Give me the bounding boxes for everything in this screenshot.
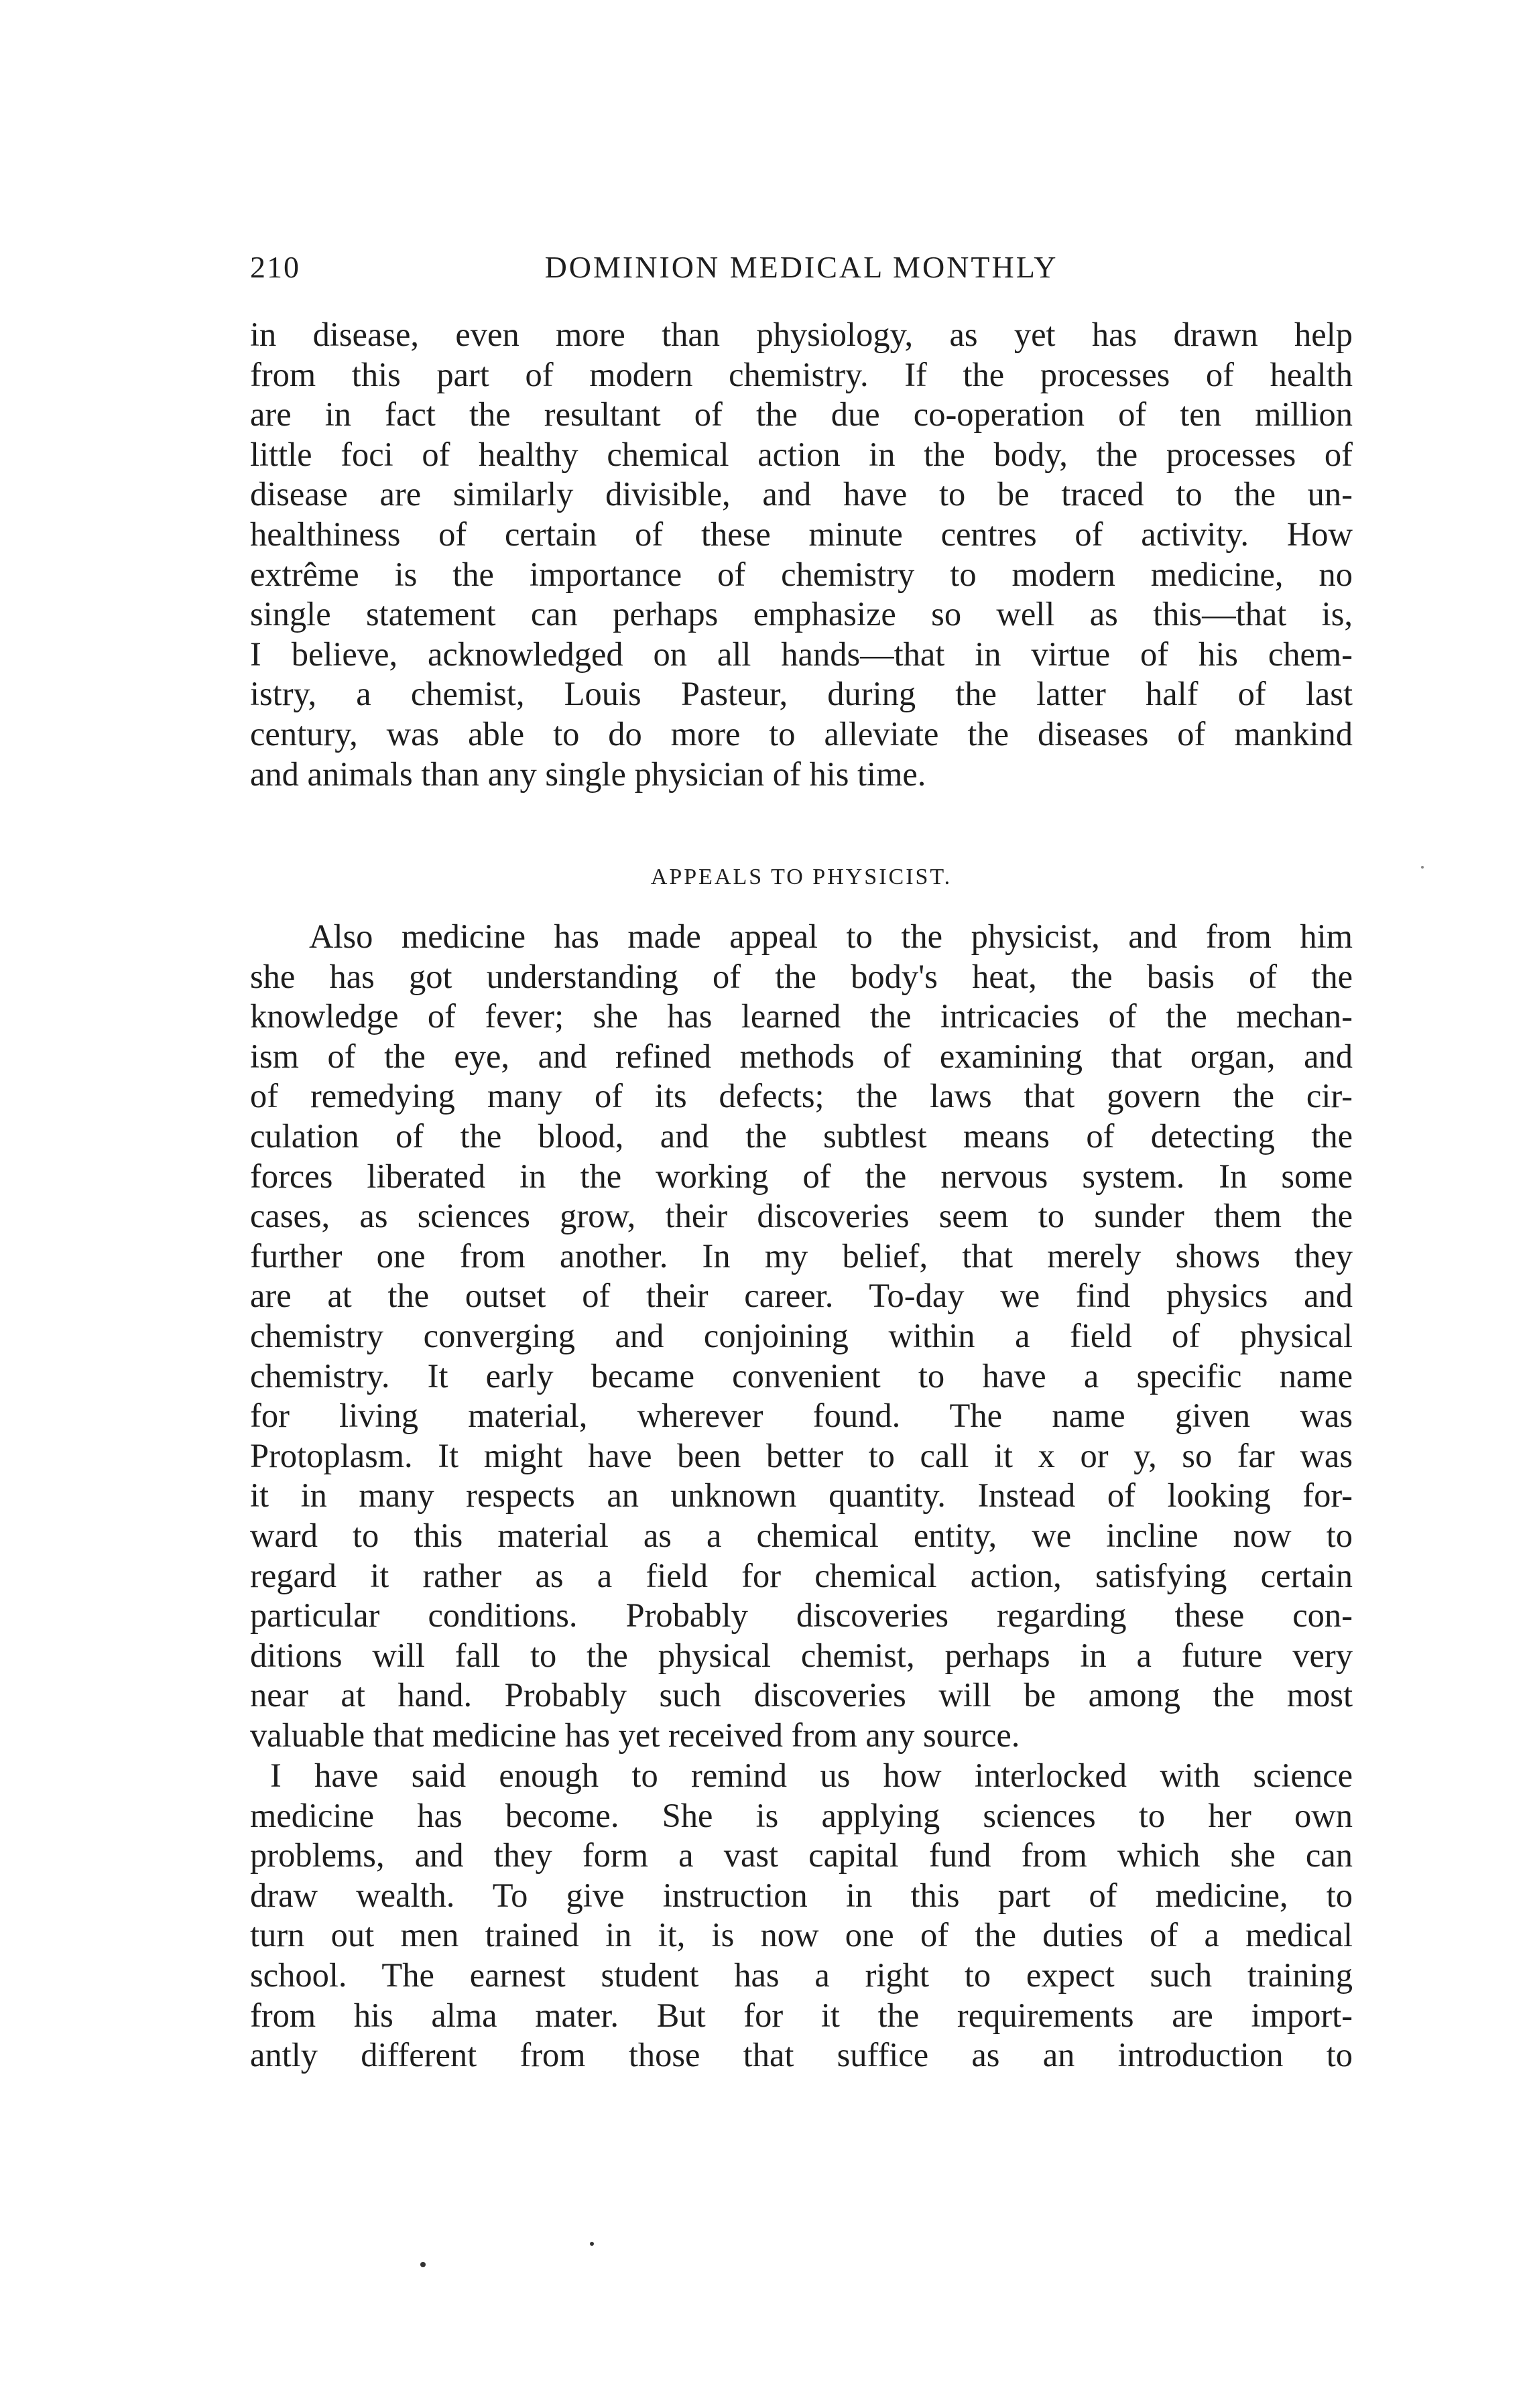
text-line: in disease, even more than physiology, as yet has drawn help xyxy=(250,316,1353,353)
text-line: ward to this material as a chemical entity, we incline now to xyxy=(250,1516,1353,1554)
text-line: century, was able to do more to alleviate the diseases of mankind xyxy=(250,714,1353,753)
text-line: antly different from those that suffice as an introduction to xyxy=(250,2036,1353,2074)
ink-speck xyxy=(420,2262,426,2267)
text-line: chemistry. It early became convenient to have a specific name xyxy=(250,1356,1353,1395)
text-line: for living material, wherever found. The name given was xyxy=(250,1397,1353,1435)
text-line: knowledge of fever; she has learned the intricacies of the mechan- xyxy=(250,997,1353,1035)
text-line: problems, and they form a vast capital fund from which she can xyxy=(250,1836,1353,1875)
text-line: healthiness of certain of these minute centres of activity. How xyxy=(250,515,1353,553)
text-line: turn out men trained in it, is now one of the duties of a medical xyxy=(250,1916,1353,1954)
text-line: ditions will fall to the physical chemist, perhaps in a future very xyxy=(250,1636,1353,1674)
paragraph-2 xyxy=(250,917,1353,1755)
text-line: further one from another. In my belief, that merely shows they xyxy=(250,1237,1353,1275)
text-line: school. The earnest student has a right to expect such training xyxy=(250,1956,1353,1994)
text-line: disease are similarly divisible, and have to be traced to the un- xyxy=(250,475,1353,513)
text-line: istry, a chemist, Louis Pasteur, during the latter half of last xyxy=(250,675,1353,713)
paragraph-1 xyxy=(250,315,1353,794)
text-line: chemistry converging and conjoining within a field of physical xyxy=(250,1316,1353,1354)
section-heading: APPEALS TO PHYSICIST. xyxy=(650,865,953,889)
text-line: draw wealth. To give instruction in this part of medicine, to xyxy=(250,1876,1353,1914)
text-line: from his alma mater. But for it the requirements are import- xyxy=(250,1996,1353,2034)
text-line: she has got understanding of the body's heat, the basis of the xyxy=(250,957,1353,995)
text-line: I have said enough to remind us how interlocked with science xyxy=(270,1757,1353,1794)
page-number: 210 xyxy=(250,250,300,284)
text-line: of remedying many of its defects; the laws that govern the cir- xyxy=(250,1077,1353,1115)
paragraph-3 xyxy=(250,1756,1353,2076)
text-line: Protoplasm. It might have been better to call it x or y, so far was xyxy=(250,1436,1353,1474)
text-line: regard it rather as a field for chemical action, satisfying certain xyxy=(250,1556,1353,1594)
text-line: medicine has become. She is applying sciences to her own xyxy=(250,1796,1353,1834)
text-line: near at hand. Probably such discoveries will be among the most xyxy=(250,1676,1353,1714)
text-line: particular conditions. Probably discoveries regarding these con- xyxy=(250,1596,1353,1635)
ink-speck xyxy=(590,2242,594,2246)
running-title: DOMINION MEDICAL MONTHLY xyxy=(544,250,1058,284)
page-header xyxy=(250,249,1353,290)
text-line: are in fact the resultant of the due co-operation of ten million xyxy=(250,395,1353,434)
text-line: single statement can perhaps emphasize so well as this—that is, xyxy=(250,595,1353,633)
text-line: it in many respects an unknown quantity. Instead of looking for- xyxy=(250,1476,1353,1515)
text-line: are at the outset of their career. To-day we find physics and xyxy=(250,1277,1353,1315)
text-line: little foci of healthy chemical action in the body, the processes of xyxy=(250,435,1353,473)
text-line: ism of the eye, and refined methods of examining that organ, and xyxy=(250,1037,1353,1075)
text-line: and animals than any single physician of his time. xyxy=(250,755,926,793)
text-line: extrême is the importance of chemistry to modern medicine, no xyxy=(250,555,1353,593)
text-line: I believe, acknowledged on all hands—that in virtue of his chem- xyxy=(250,635,1353,673)
text-line: culation of the blood, and the subtlest means of detecting the xyxy=(250,1117,1353,1155)
ink-speck xyxy=(1421,866,1424,869)
text-line: Also medicine has made appeal to the physicist, and from him xyxy=(309,917,1353,955)
text-line: cases, as sciences grow, their discoveries seem to sunder them the xyxy=(250,1197,1353,1235)
text-line: from this part of modern chemistry. If the processes of health xyxy=(250,355,1353,393)
text-line: valuable that medicine has yet received from any source. xyxy=(250,1716,1020,1754)
text-line: forces liberated in the working of the nervous system. In some xyxy=(250,1157,1353,1195)
